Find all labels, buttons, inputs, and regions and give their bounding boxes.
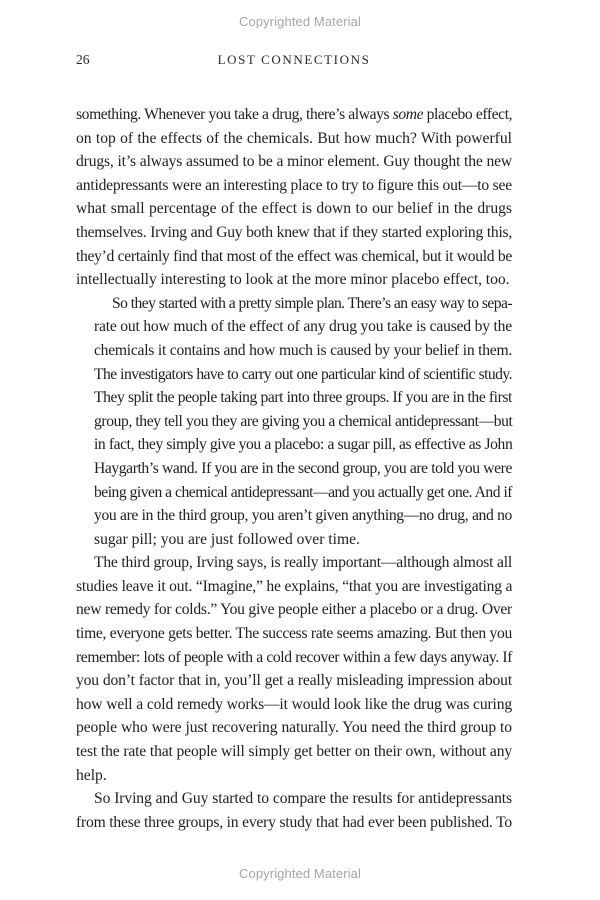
text-line: The third group, Irving says, is really important—although almost all [94,554,512,572]
text-line: drugs, it’s always assumed to be a minor element. Guy thought the new [76,153,512,171]
text-line: being given a chemical antidepressant—and you actually get one. And if [94,483,512,501]
text-line: remember: lots of people with a cold recover within a few days anyway. If [76,648,512,666]
text-line: So Irving and Guy started to compare the results for antidepressants [94,790,512,808]
paragraph-4 [76,787,512,834]
emphasis-text: some [392,106,424,123]
text-line: how well a cold remedy works—it would look like the drug was curing [76,695,512,713]
running-head [76,52,512,70]
text-line: they’d certainly find that most of the effect was chemical, but it would be [76,247,512,265]
text-line: sugar pill; you are just followed over time. [94,530,360,548]
paragraph-1 [76,103,512,292]
text-line: group, they tell you they are giving you a chemical antidepressant—but [94,412,513,430]
watermark-bottom: Copyrighted Material [239,866,361,881]
watermark-top: Copyrighted Material [239,14,361,29]
text-line: in fact, they simply give you a placebo: a sugar pill, as effective as John [94,436,513,454]
paragraph-3 [76,551,512,787]
text-line: new remedy for colds.” You give people either a placebo or a drug. Over [76,601,512,619]
text-line: on top of the effects of the chemicals. But how much? With powerful [76,129,512,147]
text-line: you don’t factor that in, you’ll get a really misleading impression about [76,672,512,690]
body-text [76,103,512,834]
text-line: you are in the third group, you aren’t given anything—no drug, and no [94,507,512,525]
text-line: studies leave it out. “Imagine,” he explains, “that you are investigating a [76,577,513,595]
text-line: Haygarth’s wand. If you are in the second group, you are told you were [94,459,512,477]
text-line: chemicals it contains and how much is caused by your belief in them. [94,341,512,359]
text-line: people who were just recovering naturally. You need the third group to [76,719,512,737]
text-line: They split the people taking part into three groups. If you are in the first [94,389,512,407]
page-number: 26 [76,52,90,67]
text-run: placebo effect, [423,106,513,123]
text-line: The investigators have to carry out one particular kind of scientific study. [94,365,512,383]
text-line: intellectually interesting to look at the more minor placebo effect, too. [76,271,510,289]
text-line: rate out how much of the effect of any drug you take is caused by the [94,318,512,336]
text-run: something. Whenever you take a drug, there’s always [76,106,393,123]
text-line: So they started with a pretty simple plan. There’s an easy way to sepa- [112,294,512,312]
text-line: themselves. Irving and Guy both knew that if they started exploring this, [76,223,512,241]
paragraph-2 [76,292,512,552]
text-line: from these three groups, in every study that had ever been published. To [76,813,512,831]
text-line: test the rate that people will simply get better on their own, without any [76,743,512,761]
text-line: help. [76,766,107,784]
text-line [76,103,512,127]
text-line: antidepressants were an interesting place to try to figure this out—to see [76,176,512,194]
text-line: what small percentage of the effect is down to our belief in the drugs [76,200,512,218]
text-line: time, everyone gets better. The success rate seems amazing. But then you [76,625,512,643]
running-title: LOST CONNECTIONS [217,52,371,67]
